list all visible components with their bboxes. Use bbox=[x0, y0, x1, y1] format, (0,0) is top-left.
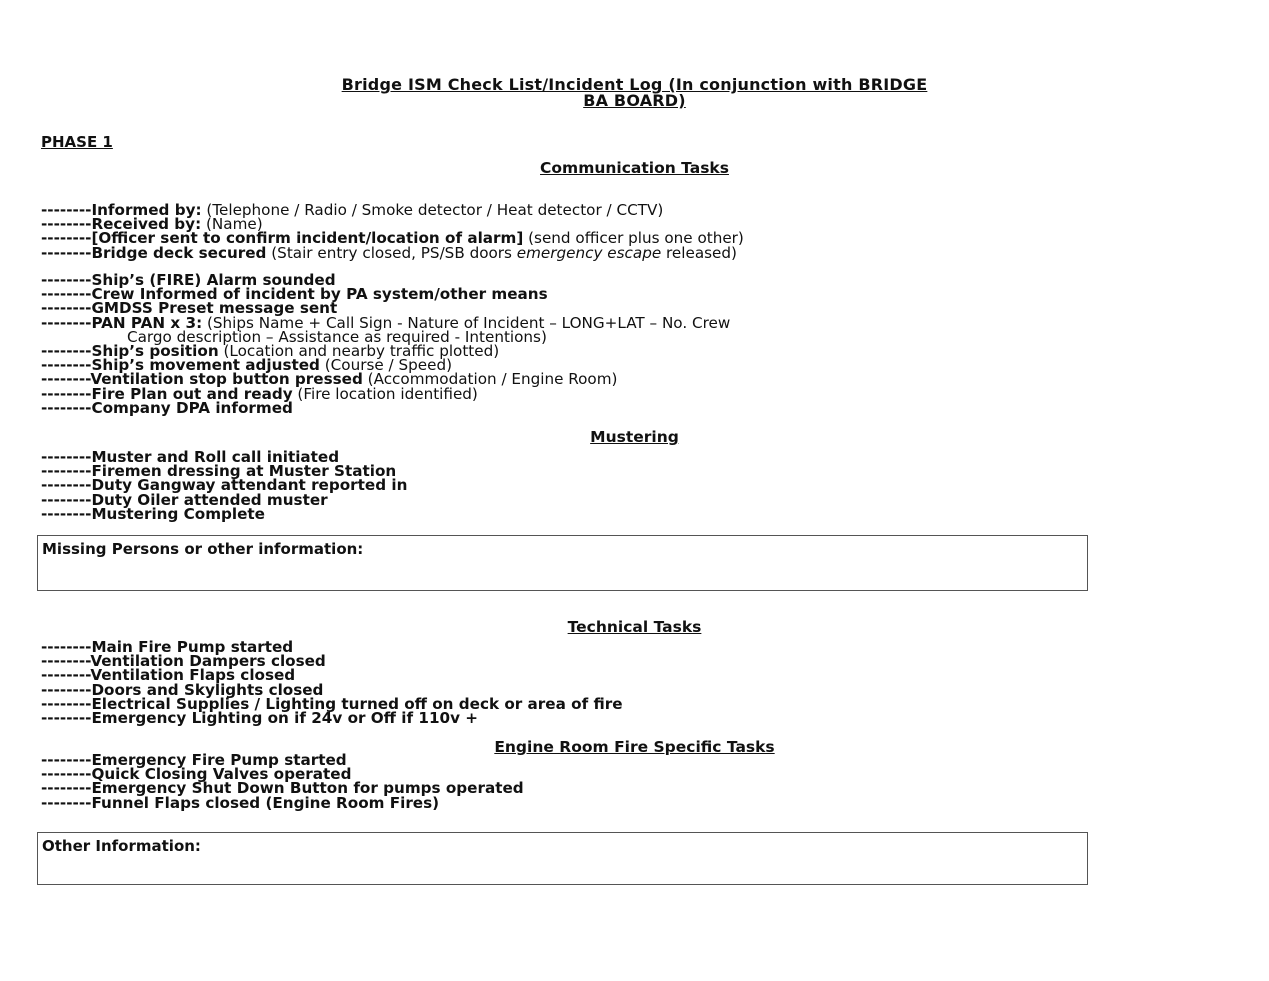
item-bold-text: Emergency Shut Down Button for pumps operated bbox=[91, 779, 524, 798]
item-bold-text: Bridge deck secured bbox=[91, 243, 267, 262]
item-bold-text: [Officer sent to confirm incident/location of alarm] bbox=[91, 229, 524, 248]
check-dash-line: -------- bbox=[41, 462, 92, 481]
check-dash-line: -------- bbox=[41, 384, 92, 403]
item-bold-text: Main Fire Pump started bbox=[91, 638, 294, 656]
check-dash-line: -------- bbox=[41, 694, 92, 713]
check-dash-line: -------- bbox=[41, 271, 92, 289]
item-detail-text: (Ships Name + Call Sign - Nature of Incident – LONG+LAT – No. Crew bbox=[202, 313, 731, 332]
check-dash-line: -------- bbox=[41, 313, 92, 332]
item-bold-text: PAN PAN x 3: bbox=[91, 313, 203, 332]
item-bold-text: Doors and Skylights closed bbox=[91, 680, 324, 699]
check-dash-line: -------- bbox=[41, 356, 92, 375]
communication-tasks-heading: Communication Tasks bbox=[540, 159, 729, 177]
item-bold-text: Ventilation Flaps closed bbox=[90, 666, 296, 685]
engine-room-list bbox=[41, 753, 524, 810]
checklist-item bbox=[41, 708, 623, 727]
checklist-item bbox=[41, 504, 407, 523]
item-bold-text: Ventilation stop button pressed bbox=[90, 370, 363, 389]
item-bold-text: Firemen dressing at Muster Station bbox=[91, 462, 397, 481]
document-title-line2: BA BOARD) bbox=[583, 91, 686, 110]
check-dash-line: -------- bbox=[41, 765, 92, 784]
item-detail-text: released) bbox=[661, 243, 737, 262]
item-bold-text: Received by: bbox=[91, 215, 202, 234]
item-bold-text: Duty Oiler attended muster bbox=[91, 490, 328, 509]
item-continuation-text: Cargo description – Assistance as required - Intentions) bbox=[127, 327, 547, 346]
check-dash-line: -------- bbox=[41, 490, 92, 509]
item-bold-text: Mustering Complete bbox=[91, 504, 265, 523]
other-information-label: Other Information: bbox=[42, 837, 201, 855]
phase-heading: PHASE 1 bbox=[41, 133, 113, 151]
check-dash-line: -------- bbox=[41, 708, 92, 727]
item-bold-text: Company DPA informed bbox=[91, 398, 293, 417]
check-dash-line: -------- bbox=[41, 751, 92, 769]
communication-list-2 bbox=[41, 273, 730, 415]
check-dash-line: -------- bbox=[41, 680, 92, 699]
technical-tasks-heading: Technical Tasks bbox=[567, 618, 702, 636]
item-italic-text: emergency escape bbox=[516, 243, 662, 262]
check-dash-line: -------- bbox=[41, 448, 92, 466]
check-dash-line: -------- bbox=[41, 285, 92, 304]
check-dash-line: -------- bbox=[41, 341, 92, 360]
item-bold-text: Emergency Fire Pump started bbox=[91, 751, 347, 769]
other-information-box[interactable] bbox=[37, 832, 1088, 885]
item-bold-text: Ventilation Dampers closed bbox=[90, 652, 326, 671]
check-dash-line: -------- bbox=[41, 398, 92, 417]
item-bold-text: Electrical Supplies / Lighting turned off on deck or area of fire bbox=[91, 694, 623, 713]
item-bold-text: Emergency Lighting on if 24v or Off if 110v + bbox=[91, 708, 478, 727]
check-dash-line: -------- bbox=[41, 215, 92, 234]
item-detail-text: (Telephone / Radio / Smoke detector / Heat detector / CCTV) bbox=[201, 201, 664, 219]
technical-list bbox=[41, 640, 623, 725]
engine-room-heading: Engine Room Fire Specific Tasks bbox=[494, 738, 775, 756]
check-dash-line: -------- bbox=[41, 504, 92, 523]
checklist-item bbox=[41, 793, 524, 812]
item-detail-text: (Fire location identified) bbox=[292, 384, 478, 403]
check-dash-line: -------- bbox=[41, 201, 92, 219]
mustering-heading: Mustering bbox=[590, 428, 679, 446]
document-title-line1: Bridge ISM Check List/Incident Log (In conjunction with BRIDGE bbox=[341, 75, 928, 94]
item-bold-text: Ship’s (FIRE) Alarm sounded bbox=[91, 271, 336, 289]
item-detail-text: (Accommodation / Engine Room) bbox=[362, 370, 618, 389]
check-dash-line: -------- bbox=[41, 370, 91, 389]
check-dash-line: -------- bbox=[41, 229, 92, 248]
item-detail-text: (Location and nearby traffic plotted) bbox=[218, 341, 500, 360]
check-dash-line: -------- bbox=[41, 476, 92, 495]
communication-list-1 bbox=[41, 203, 744, 260]
check-dash-line: -------- bbox=[41, 243, 92, 262]
check-dash-line: -------- bbox=[41, 638, 92, 656]
item-bold-text: Fire Plan out and ready bbox=[91, 384, 293, 403]
missing-persons-box[interactable] bbox=[37, 535, 1088, 591]
mustering-list bbox=[41, 450, 407, 521]
checklist-item bbox=[41, 243, 744, 262]
check-dash-line: -------- bbox=[41, 666, 91, 685]
item-detail-text: (Stair entry closed, PS/SB doors bbox=[266, 243, 517, 262]
item-detail-text: (Name) bbox=[201, 215, 263, 234]
item-bold-text: Muster and Roll call initiated bbox=[91, 448, 340, 466]
item-detail-text: (send officer plus one other) bbox=[523, 229, 744, 248]
check-dash-line: -------- bbox=[41, 299, 92, 318]
item-bold-text: Duty Gangway attendant reported in bbox=[91, 476, 408, 495]
missing-persons-label: Missing Persons or other information: bbox=[42, 540, 364, 558]
item-detail-text: (Course / Speed) bbox=[319, 356, 453, 375]
checklist-item bbox=[41, 398, 730, 417]
check-dash-line: -------- bbox=[41, 793, 92, 812]
item-bold-text: Ship’s movement adjusted bbox=[91, 356, 320, 375]
item-bold-text: Ship’s position bbox=[91, 341, 219, 360]
item-bold-text: Crew Informed of incident by PA system/other means bbox=[91, 285, 548, 304]
item-bold-text: Informed by: bbox=[91, 201, 202, 219]
check-dash-line: -------- bbox=[41, 652, 91, 671]
item-bold-text: GMDSS Preset message sent bbox=[91, 299, 338, 318]
item-bold-text: Quick Closing Valves operated bbox=[91, 765, 352, 784]
check-dash-line: -------- bbox=[41, 779, 92, 798]
item-bold-text: Funnel Flaps closed (Engine Room Fires) bbox=[91, 793, 440, 812]
